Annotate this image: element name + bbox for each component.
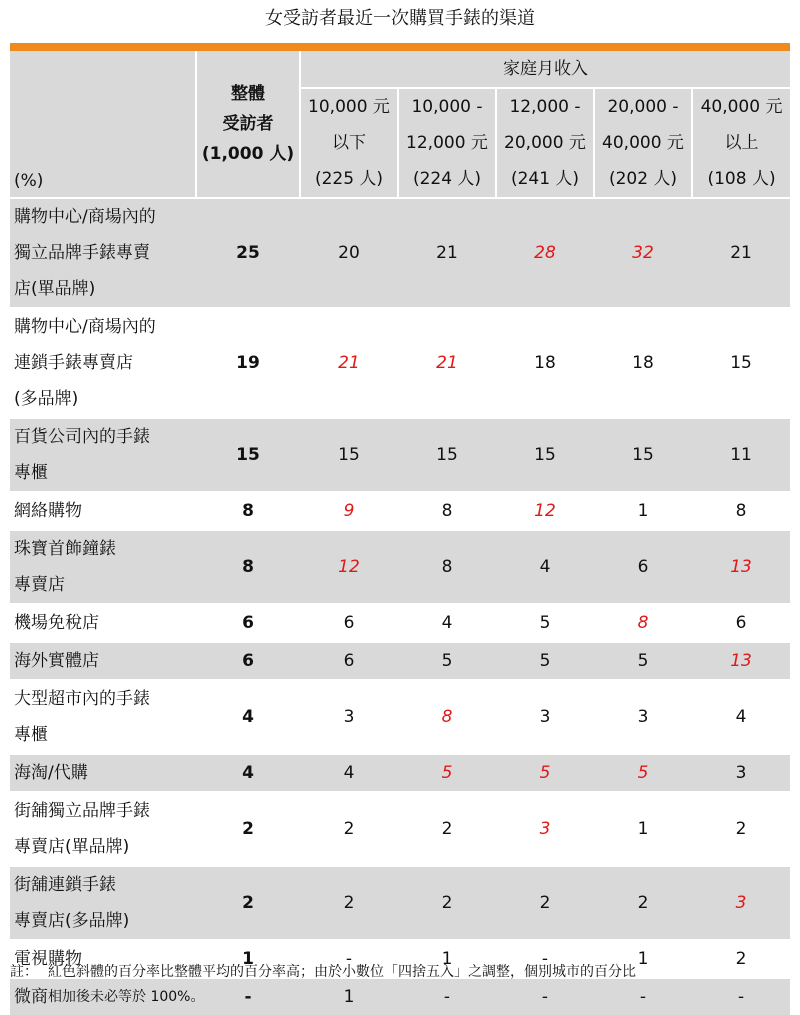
footnote xyxy=(10,960,790,1010)
income-value: 1 xyxy=(300,978,398,1015)
income-value: 5 xyxy=(496,642,594,680)
total-value: - xyxy=(196,978,300,1015)
row-label-line: 珠寶首飾鐘錶 xyxy=(14,539,116,559)
total-value: 4 xyxy=(196,754,300,792)
income-value: 2 xyxy=(496,866,594,940)
income-value: 4 xyxy=(300,754,398,792)
income-value: 4 xyxy=(496,530,594,604)
income-value: 8 xyxy=(692,492,790,530)
row-label xyxy=(10,198,196,308)
income-value: 15 xyxy=(594,418,692,492)
income-value: 6 xyxy=(300,642,398,680)
row-label-line: 專賣店(多品牌) xyxy=(14,911,130,931)
income-value: 5 xyxy=(398,642,496,680)
footnote-label: 註： xyxy=(10,964,38,980)
chart-title: 女受訪者最近一次購買手錶的渠道 xyxy=(265,8,535,29)
income-value: - xyxy=(300,940,398,978)
income-value: 5 xyxy=(496,754,594,792)
income-header-line: (108 人) xyxy=(707,169,776,189)
total-value: 15 xyxy=(196,418,300,492)
row-label xyxy=(10,530,196,604)
income-value: - xyxy=(692,978,790,1015)
income-value: 21 xyxy=(692,198,790,308)
row-label-line: 專櫃 xyxy=(14,725,48,745)
table-row xyxy=(10,866,790,940)
total-value: 25 xyxy=(196,198,300,308)
income-value: 13 xyxy=(692,530,790,604)
table-row xyxy=(10,754,790,792)
row-label xyxy=(10,418,196,492)
row-label-line: 連鎖手錶專賣店 xyxy=(14,353,133,373)
income-value: 2 xyxy=(300,792,398,866)
income-header-5 xyxy=(692,88,790,198)
income-value: 1 xyxy=(398,940,496,978)
income-value: 2 xyxy=(300,866,398,940)
income-value: 21 xyxy=(398,308,496,418)
total-header-line: 整體 xyxy=(231,84,265,104)
income-value: 11 xyxy=(692,418,790,492)
income-value: 2 xyxy=(398,866,496,940)
table-row xyxy=(10,604,790,642)
income-value: - xyxy=(594,978,692,1015)
row-label-line: 專櫃 xyxy=(14,463,48,483)
income-value: 5 xyxy=(398,754,496,792)
title-accent-bar xyxy=(10,43,790,51)
income-header-2 xyxy=(398,88,496,198)
income-value: 3 xyxy=(496,680,594,754)
income-value: 8 xyxy=(398,530,496,604)
income-value: 21 xyxy=(300,308,398,418)
row-label-line: 海淘/代購 xyxy=(14,763,88,783)
row-label-line: 購物中心/商場內的 xyxy=(14,317,156,337)
income-header-line: 40,000 元 xyxy=(700,97,783,117)
income-value: - xyxy=(398,978,496,1015)
footnote-line: 相加後未必等於 100%。 xyxy=(48,989,205,1005)
income-value: 28 xyxy=(496,198,594,308)
income-header-1 xyxy=(300,88,398,198)
row-label xyxy=(10,604,196,642)
income-value: 13 xyxy=(692,642,790,680)
total-value: 8 xyxy=(196,492,300,530)
income-header-line: 12,000 元 xyxy=(406,133,488,153)
income-header-line: 20,000 元 xyxy=(504,133,586,153)
income-value: 12 xyxy=(496,492,594,530)
income-header-line: 以上 xyxy=(724,133,759,153)
income-header-4 xyxy=(594,88,692,198)
income-value: 8 xyxy=(398,492,496,530)
row-label-line: 微商 xyxy=(14,987,48,1007)
total-value: 6 xyxy=(196,604,300,642)
row-label-line: 網絡購物 xyxy=(14,501,82,521)
row-label xyxy=(10,308,196,418)
income-group-header: 家庭月收入 xyxy=(300,51,790,88)
table-row xyxy=(10,198,790,308)
income-value: 3 xyxy=(594,680,692,754)
income-value: 4 xyxy=(398,604,496,642)
income-value: 5 xyxy=(594,754,692,792)
income-value: 18 xyxy=(496,308,594,418)
income-value: 2 xyxy=(692,940,790,978)
total-header-line: 受訪者 xyxy=(222,114,274,134)
income-value: 18 xyxy=(594,308,692,418)
income-header-line: 20,000 - xyxy=(607,97,679,117)
income-value: 9 xyxy=(300,492,398,530)
income-value: 6 xyxy=(594,530,692,604)
row-label xyxy=(10,754,196,792)
row-label xyxy=(10,866,196,940)
income-value: 15 xyxy=(300,418,398,492)
income-header-3 xyxy=(496,88,594,198)
income-header-line: 以下 xyxy=(332,133,366,153)
row-label-line: 購物中心/商場內的 xyxy=(14,207,156,227)
row-label-line: 大型超市內的手錶 xyxy=(14,689,150,709)
total-value: 6 xyxy=(196,642,300,680)
row-label-line: 百貨公司內的手錶 xyxy=(14,427,150,447)
income-value: 21 xyxy=(398,198,496,308)
data-table xyxy=(10,51,790,1015)
table-row xyxy=(10,680,790,754)
table-row xyxy=(10,418,790,492)
income-value: 4 xyxy=(692,680,790,754)
table-row xyxy=(10,492,790,530)
income-header-line: (202 人) xyxy=(608,169,678,189)
total-value: 19 xyxy=(196,308,300,418)
table-row xyxy=(10,642,790,680)
income-value: 5 xyxy=(594,642,692,680)
income-value: 6 xyxy=(300,604,398,642)
income-value: - xyxy=(496,940,594,978)
income-value: 2 xyxy=(692,792,790,866)
row-label xyxy=(10,792,196,866)
income-value: 1 xyxy=(594,792,692,866)
income-value: 2 xyxy=(398,792,496,866)
row-label-line: 獨立品牌手錶專賣 xyxy=(14,243,150,263)
income-value: 32 xyxy=(594,198,692,308)
total-header-line: (1,000 人) xyxy=(201,144,295,164)
income-header-line: 12,000 - xyxy=(509,97,581,117)
footnote-line: 紅色斜體的百分率比整體平均的百分率高；由於小數位「四捨五入」之調整，個別城市的百分比 xyxy=(48,964,636,980)
income-value: 1 xyxy=(594,940,692,978)
income-value: 15 xyxy=(398,418,496,492)
income-value: - xyxy=(496,978,594,1015)
income-header-line: 10,000 - xyxy=(411,97,483,117)
income-value: 6 xyxy=(692,604,790,642)
table-row xyxy=(10,792,790,866)
income-header-line: 10,000 元 xyxy=(308,97,390,117)
income-header-line: (225 人) xyxy=(314,169,384,189)
income-value: 2 xyxy=(594,866,692,940)
row-label-line: 海外實體店 xyxy=(14,651,99,671)
income-value: 3 xyxy=(692,754,790,792)
total-value: 4 xyxy=(196,680,300,754)
row-label xyxy=(10,492,196,530)
income-value: 3 xyxy=(496,792,594,866)
row-label xyxy=(10,642,196,680)
row-label-line: 專賣店 xyxy=(14,575,65,595)
income-value: 1 xyxy=(594,492,692,530)
income-value: 3 xyxy=(300,680,398,754)
row-label-line: 機場免稅店 xyxy=(14,613,99,633)
unit-label: (%) xyxy=(10,51,196,198)
income-value: 12 xyxy=(300,530,398,604)
income-value: 5 xyxy=(496,604,594,642)
row-label-line: 店(單品牌) xyxy=(14,279,96,299)
row-label-line: 專賣店(單品牌) xyxy=(14,837,130,857)
total-header xyxy=(196,51,300,198)
income-value: 3 xyxy=(692,866,790,940)
total-value: 2 xyxy=(196,866,300,940)
income-value: 15 xyxy=(692,308,790,418)
income-value: 8 xyxy=(594,604,692,642)
income-value: 8 xyxy=(398,680,496,754)
income-value: 20 xyxy=(300,198,398,308)
row-label xyxy=(10,680,196,754)
table-row xyxy=(10,530,790,604)
row-label-line: 街舖連鎖手錶 xyxy=(14,875,116,895)
row-label-line: (多品牌) xyxy=(14,389,79,409)
income-header-line: 40,000 元 xyxy=(602,133,684,153)
income-value: 15 xyxy=(496,418,594,492)
income-header-line: (224 人) xyxy=(412,169,482,189)
total-value: 8 xyxy=(196,530,300,604)
row-label-line: 街舖獨立品牌手錶 xyxy=(14,801,150,821)
row-label-line: 電視購物 xyxy=(14,949,82,969)
total-value: 2 xyxy=(196,792,300,866)
total-value: 1 xyxy=(196,940,300,978)
income-header-line: (241 人) xyxy=(510,169,580,189)
table-row xyxy=(10,308,790,418)
